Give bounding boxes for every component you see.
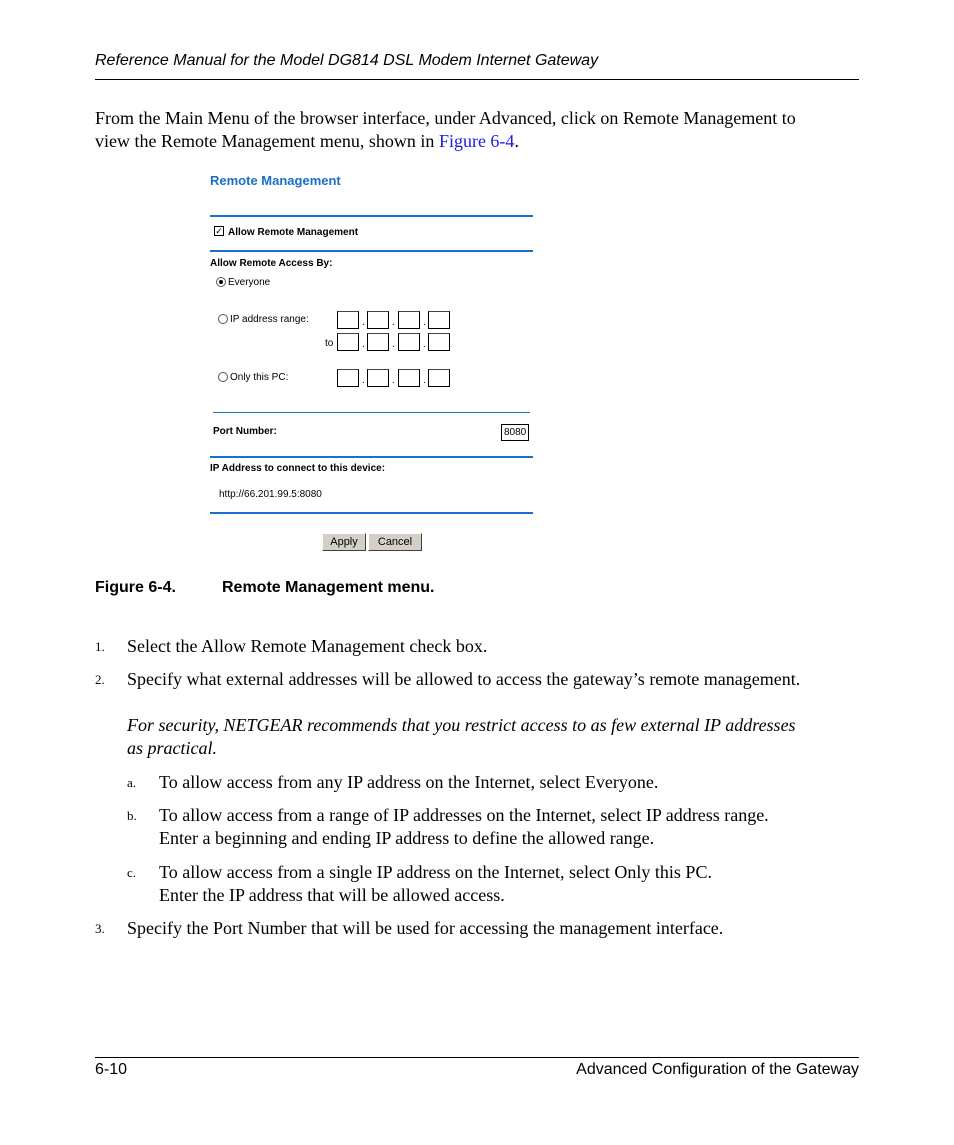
step-a-letter: a. — [127, 775, 137, 790]
range-to-label: to — [325, 338, 334, 349]
dot-sep: . — [423, 317, 426, 328]
intro-line-1: From the Main Menu of the browser interface, under Advanced, click on Remote Management to — [95, 108, 796, 128]
divider-1 — [210, 215, 533, 217]
range-start-octet-4[interactable] — [428, 311, 450, 329]
step-c-line-2: Enter the IP address that will be allowed access. — [159, 885, 505, 905]
divider-2 — [210, 250, 533, 252]
dot-sep: . — [392, 317, 395, 328]
port-number-input[interactable]: 8080 — [501, 424, 529, 441]
dot-sep: . — [423, 375, 426, 386]
figure-title: Remote Management — [210, 173, 341, 188]
cancel-button[interactable]: Cancel — [368, 533, 422, 551]
only-pc-radio[interactable] — [218, 372, 228, 382]
pc-octet-3[interactable] — [398, 369, 420, 387]
security-note-line-2: as practical. — [127, 738, 217, 758]
step-b-line-2: Enter a beginning and ending IP address to define the allowed range. — [159, 828, 655, 848]
divider-4 — [210, 456, 533, 458]
ip-connect-label: IP Address to connect to this device: — [210, 463, 386, 474]
footer-section-title: Advanced Configuration of the Gateway — [576, 1061, 859, 1078]
dot-sep: . — [362, 339, 365, 350]
range-end-octet-4[interactable] — [428, 333, 450, 351]
dot-sep: . — [392, 339, 395, 350]
everyone-radio[interactable] — [216, 277, 226, 287]
dot-sep: . — [362, 317, 365, 328]
divider-5 — [210, 512, 533, 514]
step-c-letter: c. — [127, 865, 137, 880]
range-start-octet-2[interactable] — [367, 311, 389, 329]
figure-caption-text: Remote Management menu. — [222, 579, 435, 596]
ip-connect-value: http://66.201.99.5:8080 — [219, 489, 322, 500]
pc-octet-2[interactable] — [367, 369, 389, 387]
figure-link[interactable]: Figure 6-4 — [438, 131, 515, 151]
dot-sep: . — [392, 375, 395, 386]
step-b-letter: b. — [127, 808, 137, 823]
ip-range-radio[interactable] — [218, 314, 228, 324]
figure-caption-number: Figure 6-4. — [95, 579, 176, 596]
step-c-line-1: To allow access from a single IP address on the Internet, select Only this PC. — [159, 862, 712, 882]
step-a-text: To allow access from any IP address on the Internet, select Everyone. — [159, 772, 659, 792]
everyone-label: Everyone — [228, 277, 271, 288]
step-2-number: 2. — [95, 672, 105, 687]
port-number-label: Port Number: — [213, 426, 277, 437]
dot-sep: . — [423, 339, 426, 350]
apply-button[interactable]: Apply — [322, 533, 366, 551]
step-2-text: Specify what external addresses will be allowed to access the gateway’s remote management. — [127, 669, 801, 689]
step-b-line-1: To allow access from a range of IP addresses on the Internet, select IP address range. — [159, 805, 769, 825]
range-end-octet-1[interactable] — [337, 333, 359, 351]
security-note-line-1: For security, NETGEAR recommends that you restrict access to as few external IP addresses — [127, 715, 796, 735]
pc-octet-4[interactable] — [428, 369, 450, 387]
range-start-octet-1[interactable] — [337, 311, 359, 329]
intro-line-2-end: . — [514, 131, 519, 151]
intro-line-2 — [95, 130, 875, 153]
range-start-octet-3[interactable] — [398, 311, 420, 329]
pc-octet-1[interactable] — [337, 369, 359, 387]
range-end-octet-3[interactable] — [398, 333, 420, 351]
footer-rule — [95, 1057, 859, 1058]
dot-sep: . — [362, 375, 365, 386]
allow-remote-checkbox[interactable]: ✓ — [215, 226, 223, 236]
step-3-number: 3. — [95, 921, 105, 936]
only-pc-label: Only this PC: — [230, 372, 289, 383]
divider-3 — [213, 412, 530, 413]
header-rule — [95, 79, 859, 80]
intro-line-2-text: view the Remote Management menu, shown in — [95, 131, 439, 151]
running-header: Reference Manual for the Model DG814 DSL Modem Internet Gateway — [95, 52, 599, 69]
intro-paragraph — [95, 107, 875, 153]
allow-remote-label: Allow Remote Management — [228, 227, 359, 238]
access-by-label: Allow Remote Access By: — [210, 258, 333, 269]
ip-range-label: IP address range: — [230, 314, 309, 325]
range-end-octet-2[interactable] — [367, 333, 389, 351]
page-number: 6-10 — [95, 1061, 128, 1078]
step-1-text: Select the Allow Remote Management check box. — [127, 636, 488, 656]
step-3-text: Specify the Port Number that will be used for accessing the management interface. — [127, 918, 724, 938]
step-1-number: 1. — [95, 639, 105, 654]
